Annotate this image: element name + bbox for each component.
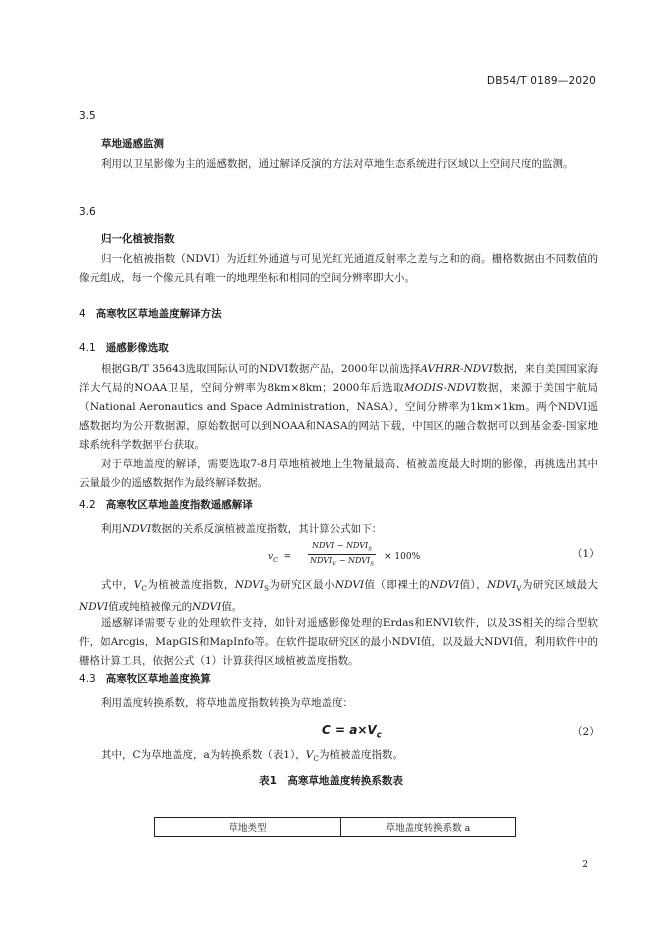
section-4-title: 高寒牧区草地盖度解译方法 — [95, 308, 222, 320]
section-4-3-intro: 利用盖度转换系数，将草地盖度指数转换为草地盖度： — [101, 697, 353, 709]
page-number: 2 — [582, 860, 588, 870]
section-4-1-title: 遥感影像选取 — [105, 342, 169, 354]
formula-1-fraction — [308, 541, 376, 567]
section-3-5-number: 3.5 — [79, 110, 96, 122]
section-3-6-title: 归一化植被指数 — [101, 233, 175, 245]
section-3-5-body: 利用以卫星影像为主的遥感数据，通过解译反演的方法对草地生态系统进行区域以上空间尺度的监测。 — [101, 158, 574, 170]
table-header-grass-type: 草地类型 — [155, 818, 341, 837]
document-id: DB54/T 0189—2020 — [486, 75, 596, 87]
section-4-1-heading — [79, 340, 169, 355]
section-4-1-paragraph-2: 对于草地盖度的解译，需要选取7-8月草地植被地上生物量最高、植被盖度最大时期的影像，再挑选出其中云量最少的遥感数据作为最终解译数据。 — [79, 458, 598, 489]
section-4-2-where: 式中，$V_C$为植被盖度指数，$NDVI_S$为研究区最小NDVI值（即裸土的NDVI值），$NDVI_V$为研究区域最大NDVI值或纯植被像元的NDVI值。 — [79, 579, 599, 614]
formula-1 — [268, 541, 468, 575]
section-4-3-heading — [79, 671, 211, 686]
formula-2-number: （2） — [572, 726, 600, 738]
formula-2: $C = a\times V_c$ — [322, 723, 382, 740]
section-4-2-heading — [79, 497, 253, 512]
table-header-row — [155, 818, 516, 837]
section-4-heading — [79, 306, 222, 321]
section-4-2-paragraph-3: 遥感解译需要专业的处理软件支持，如针对遥感影像处理的Erdas和ENVI软件，以及3S相关的综合型软件，如Arcgis，MapGIS和MapInfo等。在软件提取研究区的最小NDVI值，以及最大NDVI值，利用软件中的栅格计算工具，依据公式（1）计算获得区域植被盖度指数。 — [79, 617, 598, 667]
section-4-2-intro: 利用NDVI数据的关系反演植被盖度指数，其计算公式如下： — [101, 523, 383, 535]
section-3-6-number: 3.6 — [79, 206, 96, 218]
section-4-3-title: 高寒牧区草地盖度换算 — [105, 673, 211, 685]
formula-1-numerator: NDVI − $NDVI_S$ — [308, 541, 376, 555]
formula-1-denominator: $NDVI_V$ − $NDVI_S$ — [309, 555, 375, 568]
formula-1-lhs: $v_C$ = — [268, 552, 292, 564]
section-4-1-number: 4.1 — [79, 342, 96, 354]
section-4-1-paragraph-1: 根据GB/T 35643选取国际认可的NDVI数据产品，2000年以前选择AVHRR-NDVI数据，来自美国国家海洋大气局的NOAA卫星，空间分辨率为8km×8km；2000年后选取MODIS-NDVI数据，来源于美国宇航局（National Aeronautics and Space Administration，NASA），空间分辨率为1km×1km。两个NDVI遥感数据均为公开数据源，原始数据可以到NOAA和NASA的网站下载，中国区的融合数据可以到基金委-国家地球系统科学数据平台获取。 — [79, 363, 599, 451]
table-header-conversion-coefficient: 草地盖度转换系数 a — [341, 818, 516, 837]
section-4-3-where: 其中，C为草地盖度，a为转换系数（表1），$V_C$为植被盖度指数。 — [101, 749, 403, 764]
table-1-caption: 表1 高寒草地盖度转换系数表 — [259, 775, 403, 787]
table-1 — [154, 817, 516, 837]
section-4-number: 4 — [79, 308, 86, 320]
section-4-2-title: 高寒牧区草地盖度指数遥感解译 — [105, 499, 253, 511]
formula-1-number: （1） — [572, 548, 600, 560]
section-3-6-body: 归一化植被指数（NDVI）为近红外通道与可见光红光通道反射率之差与之和的商。栅格数据由不同数值的像元组成，每一个像元具有唯一的地理坐标和相同的空间分辨率即大小。 — [79, 253, 598, 284]
formula-1-multiplier: × 100% — [384, 552, 421, 562]
section-4-2-number: 4.2 — [79, 499, 96, 511]
section-3-5-title: 草地遥感监测 — [101, 138, 164, 150]
section-4-3-number: 4.3 — [79, 673, 96, 685]
